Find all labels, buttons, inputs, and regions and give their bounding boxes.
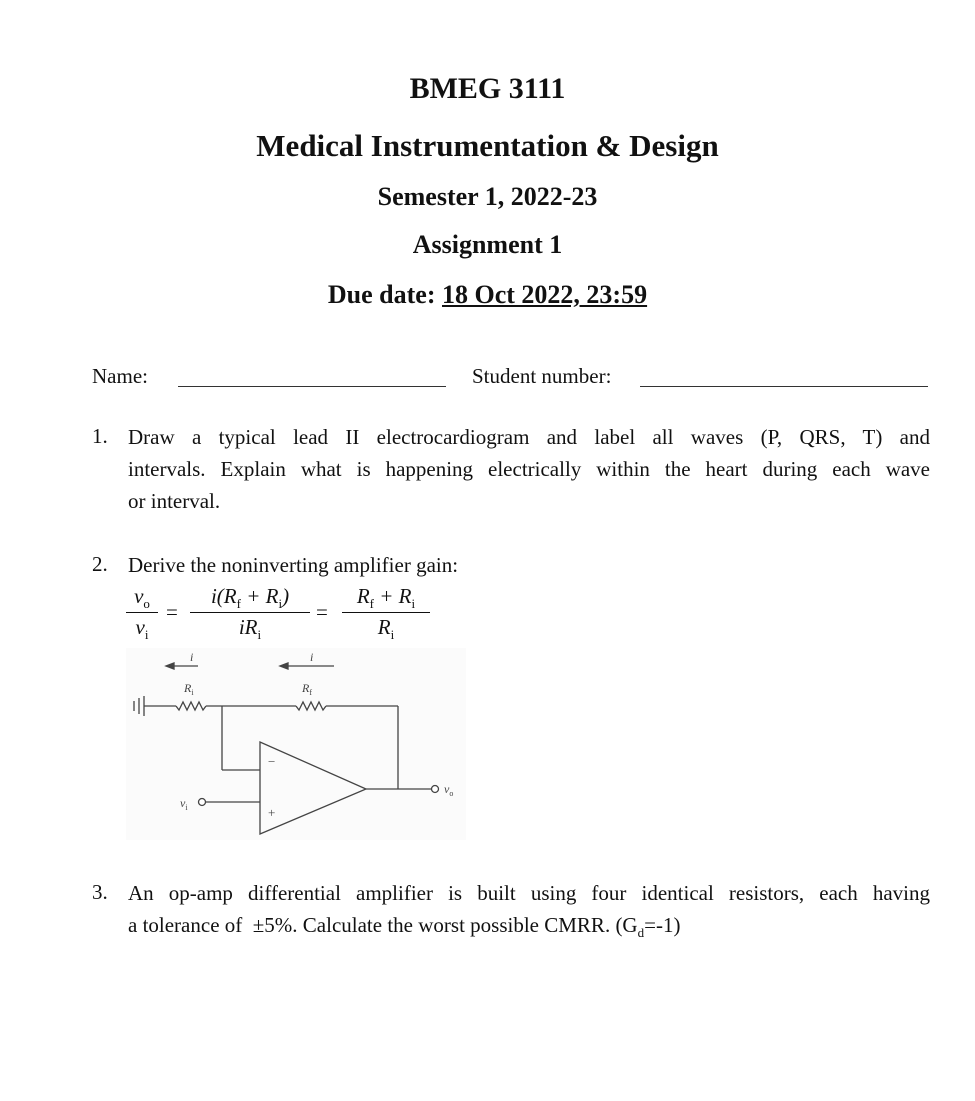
question-3-text (128, 877, 930, 949)
noninverting-amplifier-diagram (126, 648, 466, 840)
current-label-feedback: i (310, 650, 314, 664)
question-1-line-1: Draw a typical lead II electrocardiogram and label all waves (P, QRS, T) and (128, 425, 930, 449)
course-title: Medical Instrumentation & Design (256, 128, 719, 163)
question-1-line-3: or interval. (128, 489, 221, 513)
resistor-rf-label: $R_f$ (302, 681, 313, 697)
question-3-line-2: a tolerance of ±5%. Calculate the worst possible CMRR. $(G_d=-1)$ (128, 913, 681, 941)
student-number-label: Student number: (472, 364, 612, 388)
name-label: Name: (92, 364, 148, 388)
equals-sign-2: = (316, 600, 328, 624)
output-terminal (432, 786, 439, 793)
due-date-value: 18 Oct 2022, 23:59 (442, 280, 648, 309)
equals-sign-1: = (166, 600, 178, 624)
question-1-number: 1. (92, 424, 108, 448)
fraction-vo-vi: $\frac{v_o}{v_i}$ (126, 584, 158, 643)
op-amp-minus-sign: − (268, 754, 276, 769)
question-3-line-1: An op-amp differential amplifier is built using four identical resistors, each having (128, 881, 930, 905)
resistor-ri-label: $R_i$ (184, 681, 194, 697)
semester: Semester 1, 2022-23 (377, 182, 598, 211)
assignment-title: Assignment 1 (412, 230, 563, 259)
op-amp-plus-sign: + (268, 805, 276, 820)
question-3-number: 3. (92, 880, 108, 904)
due-date-label: Due date: (327, 280, 436, 309)
fraction-middle: $i(R_f + R_i)$ $iR_i$ (190, 584, 310, 643)
input-voltage-label: $v_i$ (180, 796, 188, 812)
name-field[interactable] (178, 386, 446, 387)
question-2-text: Derive the noninverting amplifier gain: (128, 553, 459, 577)
question-2-number: 2. (92, 552, 108, 576)
course-code: BMEG 3111 (409, 72, 566, 105)
input-terminal (199, 799, 206, 806)
question-1-text (128, 421, 930, 517)
student-number-field[interactable] (640, 386, 928, 387)
due-date (0, 280, 975, 310)
question-1-line-2: intervals. Explain what is happening electrically within the heart during each wave (128, 457, 930, 481)
current-label-input: i (190, 650, 194, 664)
output-voltage-label: $v_o$ (444, 782, 454, 798)
fraction-right: $\frac{R_f + R_i}{R_i}$ (342, 584, 430, 643)
